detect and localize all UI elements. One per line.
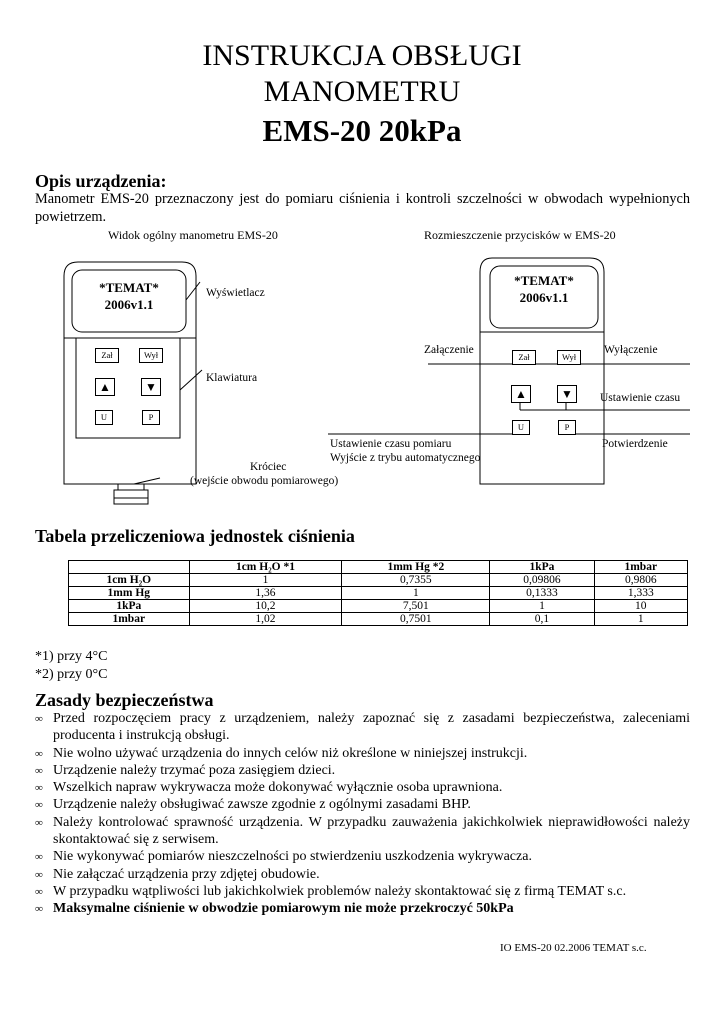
label-exit-auto-mode: Wyjście z trybu automatycznego [330,452,481,464]
label-set-time: Ustawienie czasu [600,392,681,404]
table-cell: 7,501 [342,600,490,613]
bullet-icon: ∞ [35,799,43,812]
table-row-header: 1cm H₂O [69,574,190,587]
list-item [35,814,690,849]
table-cell: 1,333 [594,587,687,600]
left-display-line-1: *TEMAT* [99,280,159,295]
label-set-measure-time: Ustawienie czasu pomiaru [330,438,452,450]
bullet-icon: ∞ [35,713,43,725]
left-key-u[interactable]: U [95,410,113,425]
table-header-cell: 1mbar [594,561,687,574]
list-item [35,762,690,779]
list-item [35,745,690,762]
right-display-line-2: 2006v1.1 [519,290,569,305]
label-keyboard: Klawiatura [206,372,258,384]
left-key-p[interactable]: P [142,410,160,425]
bullet-icon: ∞ [35,903,43,916]
table-cell: 0,1 [490,613,594,626]
table-header-cell: 1cm H₂O *1 [189,561,342,574]
table-cell: 0,7501 [342,613,490,626]
list-item [35,866,690,883]
label-connector: Króciec [250,461,287,473]
label-confirm: Potwierdzenie [602,438,668,450]
table-cell: 0,9806 [594,574,687,587]
table-header-cell: 1kPa [490,561,594,574]
description-heading: Opis urządzenia: [35,171,167,191]
list-item-text: Nie wolno używać urządzenia do innych celów niż określone w niniejszej instrukcji. [53,745,528,761]
list-item [35,883,690,900]
note-2: *2) przy 0°C [35,667,108,682]
list-item-text: Nie wykonywać pomiarów nieszczelności po stwierdzeniu uszkodzenia wykrywacza. [53,849,532,865]
right-key-on[interactable]: Zał [512,350,536,365]
safety-heading: Zasady bezpieczeństwa [35,690,214,710]
list-item-text: Należy kontrolować sprawność urządzenia. W przypadku zauważenia jakichkolwiek nieprawidłowości należy skontaktować się z serwisem. [53,814,690,848]
footer-doc-id: IO EMS-20 02.2006 TEMAT s.c. [500,942,647,954]
bullet-icon: ∞ [35,764,43,777]
right-key-u[interactable]: U [512,420,530,435]
left-key-off[interactable]: Wył [139,348,163,363]
bullet-icon: ∞ [35,747,43,760]
left-key-up-icon[interactable]: ▲ [95,378,115,396]
list-item [35,796,690,813]
figure-left-caption: Widok ogólny manometru EMS-20 [108,228,278,242]
safety-list [35,710,690,918]
bullet-icon: ∞ [35,885,43,898]
list-item [35,779,690,796]
list-item [35,848,690,865]
right-key-down-icon[interactable]: ▼ [557,385,577,403]
label-power-on: Załączenie [424,344,474,356]
label-power-off: Wyłączenie [604,344,658,356]
table-cell: 1,02 [189,613,342,626]
table-cell: 0,1333 [490,587,594,600]
list-item-text: Urządzenie należy obsługiwać zawsze zgodnie z ogólnymi zasadami BHP. [53,797,471,813]
table-row [69,600,688,613]
right-key-up-icon[interactable]: ▲ [511,385,531,403]
description-text: Manometr EMS-20 przeznaczony jest do pomiaru ciśnienia i kontroli szczelności w obwodach wypełnionych powietrzem. [35,191,690,225]
left-key-down-icon[interactable]: ▼ [141,378,161,396]
right-display-line-1: *TEMAT* [514,273,574,288]
title-line-1: INSTRUKCJA OBSŁUGI [202,39,522,72]
figure-right-caption: Rozmieszczenie przycisków w EMS-20 [424,228,616,242]
left-key-on[interactable]: Zał [95,348,119,363]
table-cell: 1 [490,600,594,613]
bullet-icon: ∞ [35,851,43,864]
table-cell: 1,36 [189,587,342,600]
table-cell: 1 [342,587,490,600]
list-item [35,710,690,745]
bullet-icon: ∞ [35,782,43,795]
label-display: Wyświetlacz [206,287,265,299]
table-row [69,587,688,600]
table-header-cell: 1mm Hg *2 [342,561,490,574]
list-item-text: Przed rozpoczęciem pracy z urządzeniem, należy zapoznać się z zasadami bezpieczeństwa, zaleceniami producenta i instrukcją obsługi. [53,711,690,744]
table-header-row [69,561,688,574]
right-key-p[interactable]: P [558,420,576,435]
table-cell: 1 [189,574,342,587]
table-row [69,574,688,587]
table-cell: 1 [594,613,687,626]
table-header-cell [69,561,190,574]
right-key-off[interactable]: Wył [557,350,581,365]
title-model: EMS-20 20kPa [262,113,462,148]
table-cell: 10,2 [189,600,342,613]
bullet-icon: ∞ [35,868,43,881]
list-item-text: Wszelkich napraw wykrywacza może dokonywać wyłącznie osoba uprawniona. [53,780,503,796]
conversion-table [68,560,688,626]
conversion-heading: Tabela przeliczeniowa jednostek ciśnienia [35,526,355,546]
note-1: *1) przy 4°C [35,649,108,664]
title-line-2: MANOMETRU [263,75,461,108]
table-notes [35,648,107,684]
table-row-header: 1mbar [69,613,190,626]
list-item-text: Urządzenie należy trzymać poza zasięgiem dzieci. [53,762,336,778]
list-item-text: W przypadku wątpliwości lub jakichkolwiek problemów należy skontaktować się z firmą TEMAT s.c. [53,883,627,899]
table-row [69,613,688,626]
list-item-text: Maksymalne ciśnienie w obwodzie pomiarowym nie może przekroczyć 50kPa [53,901,514,917]
table-row-header: 1mm Hg [69,587,190,600]
left-display-line-2: 2006v1.1 [104,297,154,312]
table-cell: 10 [594,600,687,613]
list-item-warning [35,900,690,917]
label-connector-desc: (wejście obwodu pomiarowego) [190,475,339,487]
list-item-text: Nie załączać urządzenia przy zdjętej obudowie. [53,866,320,882]
table-cell: 0,09806 [490,574,594,587]
bullet-icon: ∞ [35,816,43,829]
table-row-header: 1kPa [69,600,190,613]
table-cell: 0,7355 [342,574,490,587]
